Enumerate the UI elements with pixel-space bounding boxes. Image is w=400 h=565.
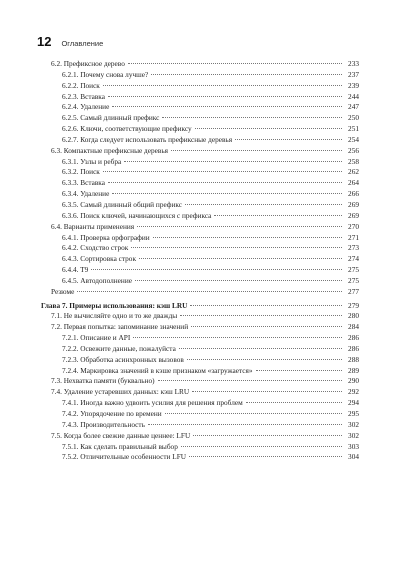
- toc-entry-page: 269: [348, 199, 359, 209]
- toc-entry: [41, 146, 359, 157]
- dot-leader: [192, 391, 342, 392]
- dot-leader: [214, 215, 342, 216]
- toc-entry-title: 6.2.4. Удаление: [62, 102, 110, 112]
- toc-entry-page: 280: [348, 311, 359, 321]
- toc-entry: [41, 189, 359, 200]
- dot-leader: [191, 326, 342, 327]
- toc-entry: [41, 92, 359, 103]
- dot-leader: [103, 171, 342, 172]
- toc-entry-title: 7.2.2. Освежите данные, пожалуйста: [62, 343, 176, 353]
- toc-entry: [41, 322, 359, 333]
- dot-leader: [151, 74, 342, 75]
- toc-chapter-entry: [41, 301, 359, 312]
- toc-entry-title: 7.3. Нехватка памяти (буквально): [51, 376, 155, 386]
- dot-leader: [133, 337, 342, 338]
- toc-entry: [41, 59, 359, 70]
- toc-entry-page: 275: [348, 275, 359, 285]
- dot-leader: [235, 139, 342, 140]
- toc-entry-page: 304: [348, 452, 359, 462]
- toc-entry-title: 6.3.6. Поиск ключей, начинающихся с префикса: [62, 210, 212, 220]
- toc-entry-title: 6.4.3. Сортировка строк: [62, 254, 137, 264]
- toc-entry: [41, 366, 359, 377]
- toc-entry-page: 264: [348, 178, 359, 188]
- toc-entry-page: 269: [348, 210, 359, 220]
- toc-entry-title: 6.4.2. Сходство строк: [62, 243, 129, 253]
- dot-leader: [256, 370, 342, 371]
- toc-entry-page: 284: [348, 322, 359, 332]
- toc-entry-title: 6.4.1. Проверка орфографии: [62, 232, 150, 242]
- dot-leader: [189, 456, 342, 457]
- toc-entry: [41, 167, 359, 178]
- toc-entry-page: 279: [348, 300, 359, 310]
- toc-entry-title: 6.3.5. Самый длинный общий префикс: [62, 199, 183, 209]
- dot-leader: [128, 63, 342, 64]
- toc-entry-title: 7.4.2. Упорядочение по времени: [62, 409, 162, 418]
- toc-entry: [41, 233, 359, 244]
- toc-entry-page: 262: [348, 167, 359, 177]
- dot-leader: [185, 204, 342, 205]
- toc-entry-page: 254: [348, 134, 359, 144]
- toc-entry: [41, 243, 359, 254]
- dot-leader: [148, 424, 342, 425]
- toc-entry-title: 7.2. Первая попытка: запоминание значений: [51, 322, 189, 332]
- toc-entry-page: 286: [348, 343, 359, 353]
- toc-entry-title: 6.3.1. Узлы и ребра: [62, 156, 122, 166]
- toc-entry: [41, 200, 359, 211]
- toc-entry-page: 258: [348, 156, 359, 166]
- toc-entry-title: 6.2.2. Поиск: [62, 80, 100, 90]
- toc-entry-title: 7.1. Не вычисляйте одно и то же дважды: [51, 311, 178, 321]
- toc-entry-title: 7.5. Когда более свежие данные ценнее: LFU: [51, 430, 191, 440]
- toc-entry: [41, 113, 359, 124]
- dot-leader: [91, 269, 342, 270]
- toc-entry: [41, 124, 359, 135]
- toc-entry-title: 7.2.3. Обработка асинхронных вызовов: [62, 354, 184, 364]
- toc-entry-page: 295: [348, 409, 359, 418]
- toc-entry: [41, 211, 359, 222]
- dot-leader: [137, 226, 342, 227]
- toc-entry: [41, 222, 359, 233]
- toc-entry: [41, 355, 359, 366]
- toc-entry-page: 251: [348, 124, 359, 134]
- toc-entry-page: 244: [348, 91, 359, 101]
- toc-entry-title: 6.2.6. Ключи, соответствующие префиксу: [62, 124, 192, 134]
- toc-entry-title: 6.3.2. Поиск: [62, 167, 100, 177]
- toc-entry-page: 303: [348, 441, 359, 451]
- toc-entry-title: 6.2. Префиксное дерево: [51, 59, 125, 68]
- toc-entry: [41, 254, 359, 265]
- dot-leader: [165, 413, 342, 414]
- dot-leader: [246, 402, 342, 403]
- toc-entry-page: 247: [348, 102, 359, 112]
- toc-entry-page: 275: [348, 265, 359, 275]
- toc-entry: [41, 276, 359, 287]
- toc-entry-page: 277: [348, 286, 359, 296]
- dot-leader: [153, 237, 342, 238]
- dot-leader: [112, 106, 342, 107]
- toc-entry-title: 6.3. Компактные префиксные деревья: [51, 145, 169, 155]
- toc-entry-title: 6.3.3. Вставка: [62, 178, 105, 188]
- toc-entry-page: 294: [348, 398, 359, 408]
- dot-leader: [108, 96, 342, 97]
- dot-leader: [180, 315, 342, 316]
- toc-entry-page: 237: [348, 69, 359, 79]
- toc-entry-page: 274: [348, 254, 359, 264]
- toc-entry-title: 6.2.3. Вставка: [62, 91, 105, 101]
- toc-entry-page: 290: [348, 376, 359, 386]
- toc-entry: [41, 452, 359, 463]
- toc-entry-page: 239: [348, 80, 359, 90]
- dot-leader: [195, 128, 342, 129]
- dot-leader: [158, 380, 342, 381]
- toc-entry-title: 6.2.7. Когда следует использовать префиксные деревья: [62, 134, 233, 144]
- dot-leader: [187, 359, 342, 360]
- toc-entry: [41, 409, 359, 420]
- toc-entry-page: 302: [348, 419, 359, 429]
- dot-leader: [193, 435, 342, 436]
- toc-entry-title: 7.4. Удаление устаревших данных: кэш LRU: [51, 387, 190, 397]
- toc-entry: [41, 398, 359, 409]
- dot-leader: [112, 193, 342, 194]
- dot-leader: [131, 247, 342, 248]
- toc-entry-title: 7.2.1. Описание и API: [62, 333, 131, 343]
- table-of-contents: [41, 59, 359, 463]
- toc-entry: [41, 265, 359, 276]
- dot-leader: [139, 258, 342, 259]
- dot-leader: [181, 446, 342, 447]
- toc-entry-page: 292: [348, 387, 359, 397]
- toc-entry: [41, 420, 359, 431]
- dot-leader: [77, 291, 342, 292]
- toc-entry: [41, 431, 359, 442]
- dot-leader: [103, 85, 342, 86]
- toc-entry: [41, 157, 359, 168]
- toc-entry-page: 288: [348, 354, 359, 364]
- toc-entry-title: 7.5.2. Отличительные особенности LFU: [62, 452, 187, 462]
- toc-entry-page: 286: [348, 333, 359, 343]
- toc-entry-page: 271: [348, 232, 359, 242]
- toc-entry-title: 6.4.5. Автодополнение: [62, 275, 132, 285]
- toc-entry: [41, 387, 359, 398]
- toc-entry-title: 6.2.1. Почему снова лучше?: [62, 69, 149, 79]
- page-number: 12: [37, 34, 52, 49]
- toc-entry-page: 233: [348, 59, 359, 68]
- toc-entry: [41, 102, 359, 113]
- toc-entry-page: 289: [348, 365, 359, 375]
- running-title: Оглавление: [61, 39, 104, 48]
- toc-entry-title: 6.4. Варианты применения: [51, 221, 135, 231]
- toc-entry: [41, 135, 359, 146]
- toc-entry: [41, 311, 359, 322]
- running-header: [37, 34, 360, 49]
- dot-leader: [124, 161, 342, 162]
- toc-entry-title: Резюме: [51, 286, 75, 296]
- toc-entry: [41, 333, 359, 344]
- toc-entry-title: 6.4.4. T9: [62, 265, 89, 275]
- toc-entry-title: 6.3.4. Удаление: [62, 189, 110, 199]
- toc-entry: [41, 376, 359, 387]
- toc-entry: [41, 70, 359, 81]
- toc-entry: [41, 287, 359, 298]
- toc-entry-page: 256: [348, 145, 359, 155]
- toc-entry: [41, 442, 359, 453]
- toc-entry: [41, 81, 359, 92]
- dot-leader: [135, 280, 342, 281]
- toc-entry-title: Глава 7. Примеры использования: кэш LRU: [41, 300, 188, 310]
- toc-entry-page: 273: [348, 243, 359, 253]
- toc-entry-title: 7.4.1. Иногда важно удвоить усилия для решения проблем: [62, 398, 243, 408]
- dot-leader: [190, 305, 342, 306]
- toc-entry-title: 7.5.1. Как сделать правильный выбор: [62, 441, 178, 451]
- toc-entry-title: 6.2.5. Самый длинный префикс: [62, 113, 160, 123]
- dot-leader: [162, 117, 342, 118]
- dot-leader: [108, 182, 342, 183]
- toc-entry: [41, 178, 359, 189]
- toc-entry-page: 266: [348, 189, 359, 199]
- dot-leader: [171, 150, 342, 151]
- toc-entry: [41, 344, 359, 355]
- toc-entry-title: 7.4.3. Производительность: [62, 419, 145, 429]
- toc-entry-title: 7.2.4. Маркировка значений в кэше признаком «загружается»: [62, 365, 253, 375]
- toc-entry-page: 250: [348, 113, 359, 123]
- toc-entry-page: 302: [348, 430, 359, 440]
- toc-entry-page: 270: [348, 221, 359, 231]
- dot-leader: [179, 348, 342, 349]
